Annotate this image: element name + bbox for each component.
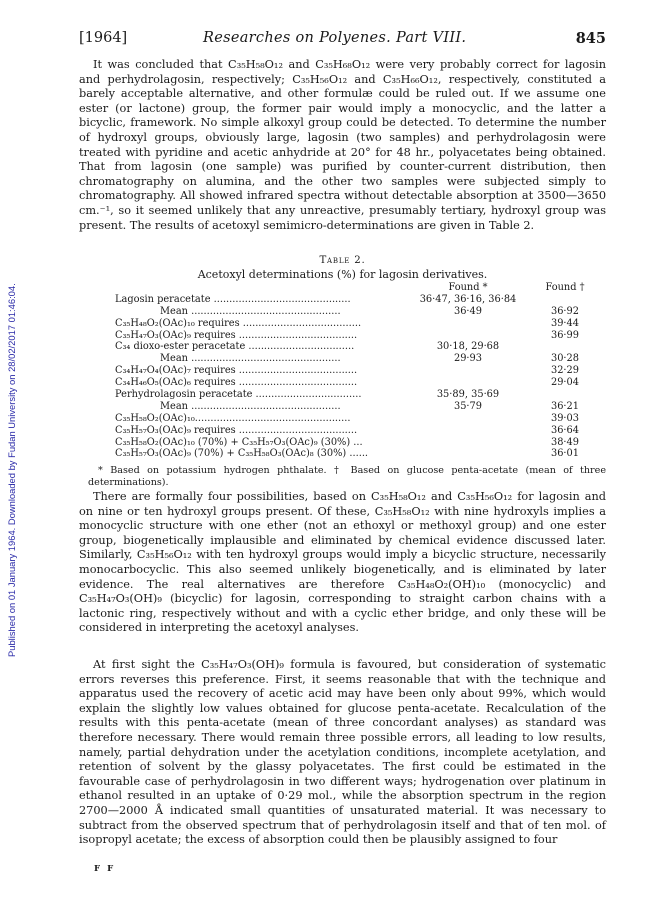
column-header-found-1: Found * [448, 282, 488, 293]
row-label: C₃₄H₄₆O₅(OAc)₆ requires ...................................... [115, 377, 358, 389]
table-row [100, 365, 620, 377]
found-value-2: 39·44 [550, 317, 580, 329]
table-row [100, 377, 620, 389]
journal-year: [1964] [79, 30, 128, 46]
table-footnote: * Based on potassium hydrogen phthalate. † Based on glucose penta-acetate (mean of three determinations). [88, 465, 606, 488]
row-label: C₃₅H₅₈O₂(OAc)₁₀.................................................. [115, 412, 351, 424]
table-row [100, 341, 620, 353]
table-title: Acetoxyl determinations (%) for lagosin derivatives. [197, 268, 488, 281]
row-label: C₃₅H₅₈O₂(OAc)₁₀ (70%) + C₃₅H₅₇O₃(OAc)₉ (30%) ... [115, 436, 363, 448]
row-label: C₃₄H₄₇O₄(OAc)₇ requires ...................................... [115, 365, 358, 377]
found-value-2: 36·01 [550, 448, 580, 460]
found-value-1: 30·18, 29·68 [436, 341, 500, 353]
row-label: Mean ................................................ [160, 400, 341, 412]
table-label: Table 2. [319, 255, 366, 266]
table-row [100, 389, 620, 401]
table-row [100, 425, 620, 437]
download-notice: Published on 01 January 1964. Downloaded by Fudan University on 28/02/2017 01:46:04. [6, 283, 17, 657]
found-value-2: 38·49 [550, 436, 580, 448]
row-label: C₃₄ dioxo-ester peracetate .................................. [115, 341, 355, 353]
table-row [100, 294, 620, 306]
table-row [100, 330, 620, 342]
row-label: C₃₅H₄₇O₃(OAc)₉ requires ...................................... [115, 329, 358, 341]
paragraph-2: There are formally four possibilities, based on C₃₅H₅₈O₁₂ and C₃₅H₅₆O₁₂ for lagosin and on nine or ten hydroxyl groups present. Of these, C₃₅H₅₈O₁₂ with nine hydroxyls implies a monocyclic structure with one ether (not an ethoxyl or methoxyl group) and one ester group, biogenetically implausible and eliminated by chemical evidence discussed later. Similarly, C₃₅H₅₆O₁₂ with ten hydroxyl groups would imply a bicyclic structure, necessarily monocarbocyclic. This also seemed unlikely biogenetically, and is eliminated by later evidence. The real alternatives are therefore C₃₅H₄₈O₂(OH)₁₀ (monocyclic) and C₃₅H₄₇O₃(OH)₉ (bicyclic) for lagosin, corresponding to straight carbon chains with a lactonic ring, respectively without and with a cyclic ether bridge, and only these will be considered in interpreting the acetoxyl analyses. [79, 490, 606, 635]
running-title: Researches on Polyenes. Part VIII. [203, 30, 467, 46]
table-row [100, 413, 620, 425]
page-number: 845 [575, 30, 606, 47]
found-value-2: 39·03 [550, 412, 580, 424]
found-value-2: 32·29 [550, 365, 580, 377]
row-label: Lagosin peracetate ............................................ [115, 293, 351, 305]
found-value-2: 36·64 [550, 424, 580, 436]
row-label: C₃₅H₅₇O₃(OAc)₉ requires ...................................... [115, 424, 358, 436]
found-value-2: 36·21 [550, 400, 580, 412]
found-value-2: 29·04 [550, 377, 580, 389]
table-row [100, 353, 620, 365]
paragraph-3: At first sight the C₃₅H₄₇O₃(OH)₉ formula is favoured, but consideration of systematic errors reverses this preference. First, it seems reasonable that with the technique and apparatus used the recovery of acetic acid may have been only about 99%, which would explain the slightly low values obtained for glucose penta-acetate. Recalculation of the results with this penta-acetate (mean of three concordant analyses) as standard was therefore necessary. There would remain three possible errors, all leading to low results, namely, partial dehydration under the acetylation conditions, incomplete acetylation, and retention of solvent by the glassy polyacetates. The first could be estimated in the favourable case of perhydrolagosin in two different ways; hydrogenation over platinum in ethanol resulted in an uptake of 0·29 mol., while the absorption spectrum in the region 2700—2000 Å indicated small quantities of unsaturated material. It was necessary to subtract from the observed spectrum that of perhydrolagosin itself and that of ten mol. of isopropyl acetate; the excess of absorption could then be plausibly assigned to four [79, 658, 606, 847]
table-row [100, 318, 620, 330]
found-value-2: 30·28 [550, 353, 580, 365]
row-label: C₃₅H₅₇O₃(OAc)₉ (70%) + C₃₅H₅₈O₃(OAc)₈ (30%) ...... [115, 448, 369, 460]
table-row [100, 437, 620, 449]
found-value-2: 36·99 [550, 329, 580, 341]
table-row [100, 306, 620, 318]
acetoxyl-table [100, 282, 620, 460]
table-row [100, 448, 620, 460]
running-header [79, 30, 606, 50]
table-header-row [100, 282, 620, 294]
row-label: C₃₅H₄₈O₂(OAc)₁₀ requires ...................................... [115, 317, 362, 329]
found-value-1: 35·89, 35·69 [436, 389, 500, 401]
table-row [100, 401, 620, 413]
signature-mark: F F [94, 864, 116, 874]
paragraph-1: It was concluded that C₃₅H₅₈O₁₂ and C₃₅H₆₈O₁₂ were very probably correct for lagosin and perhydrolagosin, respectively; C₃₅H₅₆O₁₂ and C₃₅H₆₆O₁₂, respectively, constituted a barely acceptable alternative, and other formulæ could be ruled out. If we assume one ester (or lactone) group, the former pair would imply a monocyclic, and the latter a bicyclic, framework. No simple alkoxyl group could be detected. To determine the number of hydroxyl groups, obviously large, lagosin (two samples) and perhydrolagosin were treated with pyridine and acetic anhydride at 20° for 48 hr., polyacetates being obtained. That from lagosin (one sample) was purified by counter-current distribution, then chromatography on alumina, and the other two samples were subjected simply to chromatography. All showed infrared spectra without detectable absorption at 3500—3650 cm.⁻¹, so it seemed unlikely that any unreactive, presumably tertiary, hydroxyl group was present. The results of acetoxyl semimicro-determinations are given in Table 2. [79, 58, 606, 232]
found-value-2: 36·92 [550, 305, 580, 317]
found-value-1: 35·79 [453, 400, 483, 412]
column-header-found-2: Found † [545, 282, 585, 293]
found-value-1: 29·93 [453, 353, 483, 365]
found-value-1: 36·47, 36·16, 36·84 [419, 293, 517, 305]
row-label: Mean ................................................ [160, 353, 341, 365]
row-label: Perhydrolagosin peracetate .................................. [115, 389, 362, 401]
found-value-1: 36·49 [453, 305, 483, 317]
row-label: Mean ................................................ [160, 305, 341, 317]
